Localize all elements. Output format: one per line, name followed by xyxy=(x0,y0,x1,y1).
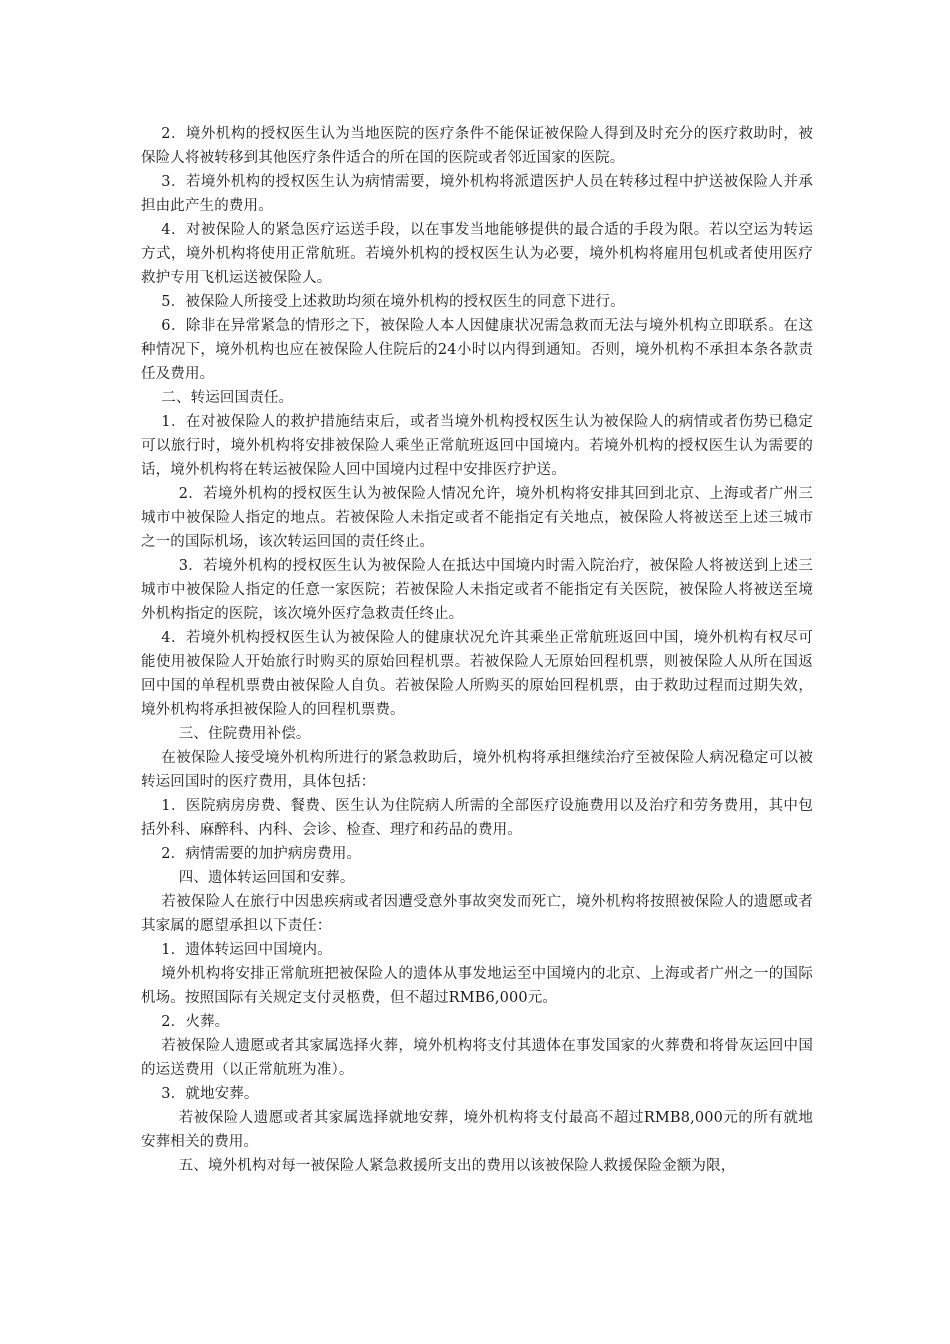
paragraph-18: 境外机构将安排正常航班把被保险人的遗体从事发地运至中国境内的北京、上海或者广州之一的国际机场。按照国际有关规定支付灵柩费，但不超过RMB6,000元。 xyxy=(141,966,813,1006)
paragraph-13: 1．医院病房房费、餐费、医生认为住院病人所需的全部医疗设施费用以及治疗和劳务费用，其中包括外科、麻醉科、内科、会诊、检查、理疗和药品的费用。 xyxy=(141,798,813,838)
document-body xyxy=(141,122,813,1178)
paragraph-02: 3．若境外机构的授权医生认为病情需要，境外机构将派遣医护人员在转移过程中护送被保险人并承担由此产生的费用。 xyxy=(141,174,813,214)
paragraph-10: 4．若境外机构授权医生认为被保险人的健康状况允许其乘坐正常航班返回中国，境外机构有权尽可能使用被保险人开始旅行时购买的原始回程机票。若被保险人无原始回程机票，则被保险人从所在国返回中国的单程机票费由被保险人自负。若被保险人所购买的原始回程机票，由于救助过程而过期失效，境外机构将承担被保险人的回程机票费。 xyxy=(141,630,813,718)
paragraph-16: 若被保险人在旅行中因患疾病或者因遭受意外事故突发而死亡，境外机构将按照被保险人的遗愿或者其家属的愿望承担以下责任： xyxy=(141,894,813,934)
paragraph-22: 若被保险人遗愿或者其家属选择就地安葬，境外机构将支付最高不超过RMB8,000元的所有就地安葬相关的费用。 xyxy=(141,1110,813,1150)
paragraph-19: 2．火葬。 xyxy=(161,1014,230,1030)
paragraph-09: 3．若境外机构的授权医生认为被保险人在抵达中国境内时需入院治疗，被保险人将被送到上述三城市中被保险人指定的任意一家医院；若被保险人未指定或者不能指定有关医院，被保险人将被送至境外机构指定的医院，该次境外医疗急救责任终止。 xyxy=(141,558,813,622)
section-heading-2: 二、转运回国责任。 xyxy=(161,390,294,406)
paragraph-01: 2．境外机构的授权医生认为当地医院的医疗条件不能保证被保险人得到及时充分的医疗救助时，被保险人将被转移到其他医疗条件适合的所在国的医院或者邻近国家的医院。 xyxy=(141,126,813,166)
paragraph-08: 2．若境外机构的授权医生认为被保险人情况允许，境外机构将安排其回到北京、上海或者广州三城市中被保险人指定的地点。若被保险人未指定或者不能指定有关地点，被保险人将被送至上述三城市之一的国际机场，该次转运回国的责任终止。 xyxy=(141,486,813,550)
paragraph-12: 在被保险人接受境外机构所进行的紧急救助后，境外机构将承担继续治疗至被保险人病况稳定可以被转运回国时的医疗费用，具体包括： xyxy=(141,750,813,790)
section-heading-4: 四、遗体转运回国和安葬。 xyxy=(178,870,355,886)
paragraph-03: 4．对被保险人的紧急医疗运送手段，以在事发当地能够提供的最合适的手段为限。若以空运为转运方式，境外机构将使用正常航班。若境外机构的授权医生认为必要，境外机构将雇用包机或者使用医疗救护专用飞机运送被保险人。 xyxy=(141,222,813,286)
paragraph-05: 6．除非在异常紧急的情形之下，被保险人本人因健康状况需急救而无法与境外机构立即联系。在这种情况下，境外机构也应在被保险人住院后的24小时以内得到通知。否则，境外机构不承担本条各款责任及费用。 xyxy=(141,318,813,382)
paragraph-07: 1．在对被保险人的救护措施结束后，或者当境外机构授权医生认为被保险人的病情或者伤势已稳定可以旅行时，境外机构将安排被保险人乘坐正常航班返回中国境内。若境外机构的授权医生认为需要的话，境外机构将在转运被保险人回中国境内过程中安排医疗护送。 xyxy=(141,414,813,478)
paragraph-21: 3．就地安葬。 xyxy=(161,1086,259,1102)
section-heading-5: 五、境外机构对每一被保险人紧急救援所支出的费用以该被保险人救援保险金额为限， xyxy=(178,1158,736,1174)
paragraph-20: 若被保险人遗愿或者其家属选择火葬，境外机构将支付其遗体在事发国家的火葬费和将骨灰运回中国的运送费用（以正常航班为准）。 xyxy=(141,1038,813,1078)
paragraph-04: 5．被保险人所接受上述救助均须在境外机构的授权医生的同意下进行。 xyxy=(161,294,625,310)
paragraph-17: 1．遗体转运回中国境内。 xyxy=(161,942,332,958)
paragraph-14: 2．病情需要的加护病房费用。 xyxy=(161,846,362,862)
section-heading-3: 三、住院费用补偿。 xyxy=(178,726,311,742)
